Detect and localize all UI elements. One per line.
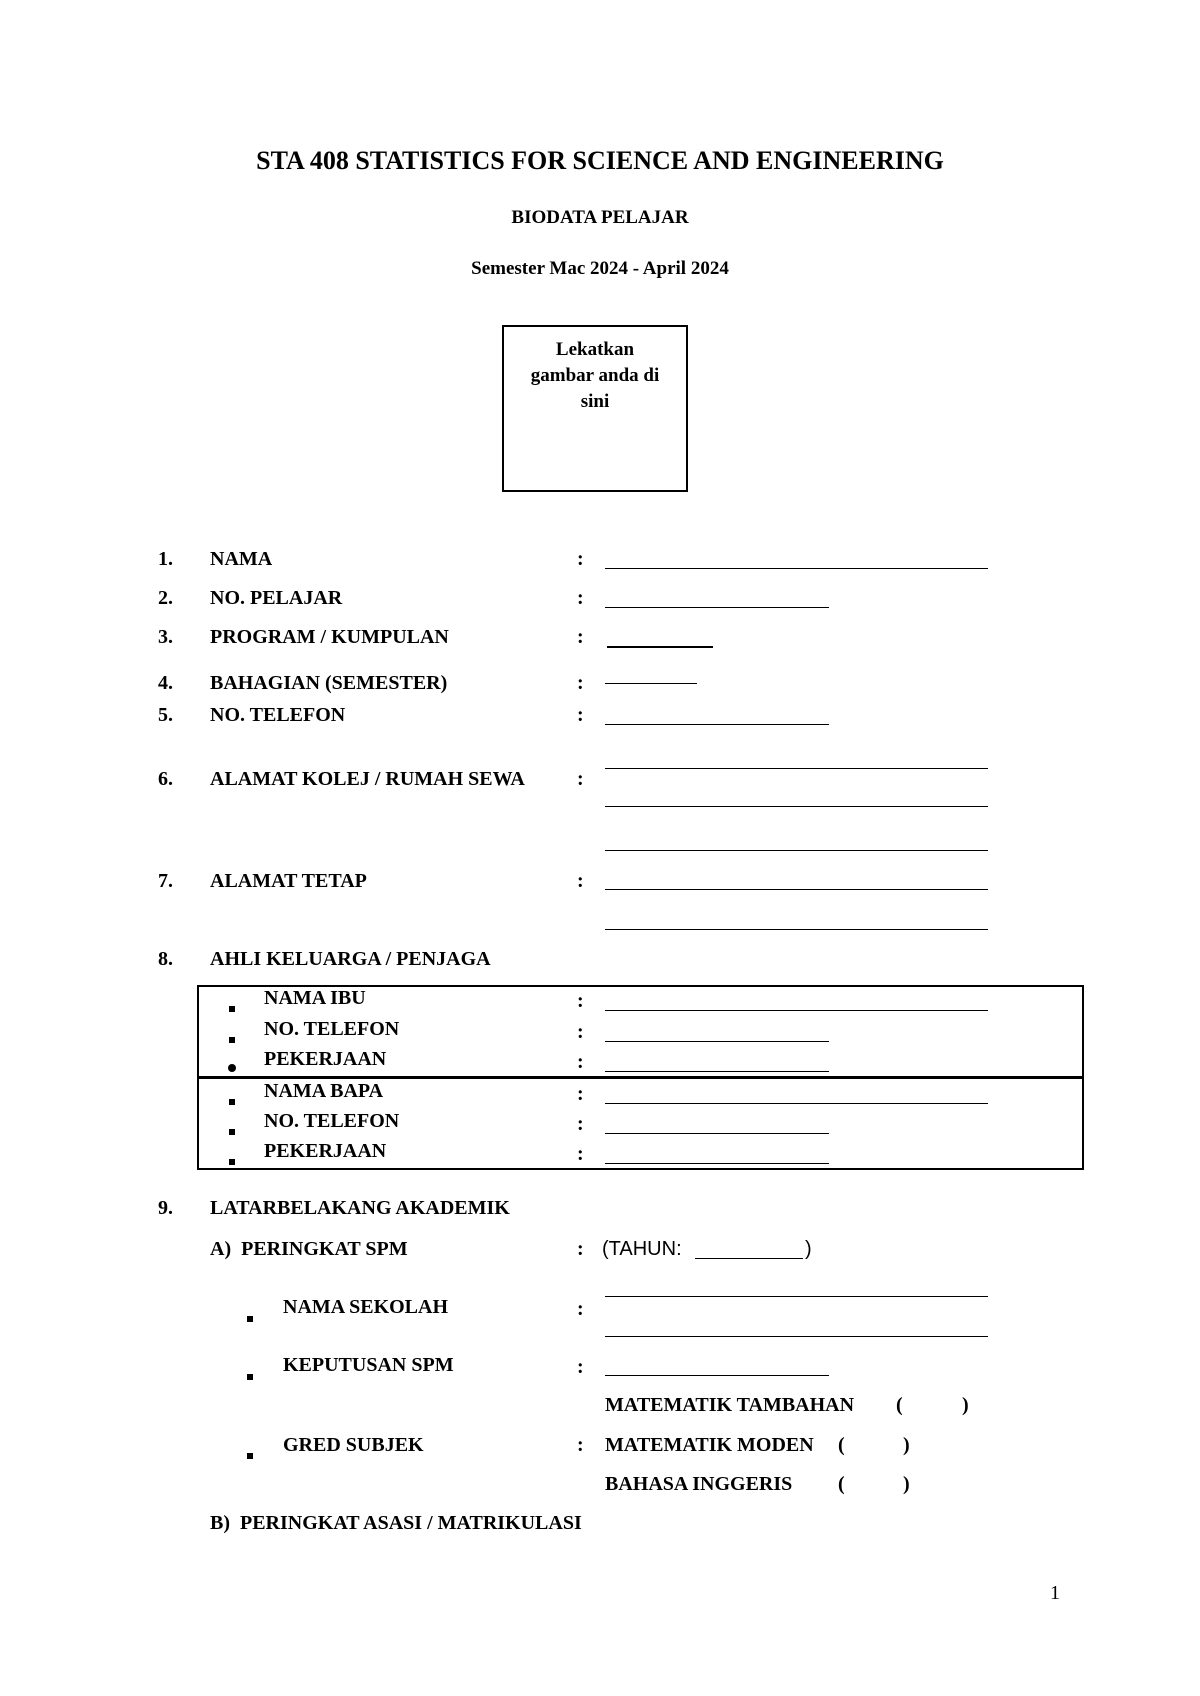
phone-input-line[interactable] xyxy=(605,724,829,725)
grade-subject-colon: : xyxy=(577,1434,584,1456)
bullet-square xyxy=(229,1118,235,1141)
college-address-line-3[interactable] xyxy=(605,850,988,851)
spm-result-colon: : xyxy=(577,1356,584,1378)
school-name-colon: : xyxy=(577,1298,584,1320)
father-name-colon: : xyxy=(577,1083,584,1105)
spm-year-close: ) xyxy=(805,1238,812,1260)
bullet-square xyxy=(247,1363,253,1386)
modern-math-paren-close: ) xyxy=(903,1434,910,1456)
mother-job-label: PEKERJAAN xyxy=(264,1048,387,1070)
add-math-paren-close: ) xyxy=(962,1394,969,1416)
field-4-colon: : xyxy=(577,672,584,694)
father-name-label: NAMA BAPA xyxy=(264,1080,384,1102)
field-3-label: PROGRAM / KUMPULAN xyxy=(210,626,449,648)
semester-text: Semester Mac 2024 - April 2024 xyxy=(471,258,729,279)
field-6-number: 6. xyxy=(158,768,173,790)
mother-name-input-line[interactable] xyxy=(605,1010,988,1011)
photo-box-line3: sini xyxy=(580,391,610,412)
spm-result-input-line[interactable] xyxy=(605,1375,829,1376)
asasi-section-label: B) PERINGKAT ASASI / MATRIKULASI xyxy=(210,1512,582,1534)
field-9-label: LATARBELAKANG AKADEMIK xyxy=(210,1197,510,1219)
bullet-square xyxy=(229,1026,235,1049)
field-9-number: 9. xyxy=(158,1197,173,1219)
mother-name-colon: : xyxy=(577,990,584,1012)
field-1-label: NAMA xyxy=(210,548,273,570)
school-name-line-1[interactable] xyxy=(605,1296,988,1297)
field-8-label: AHLI KELUARGA / PENJAGA xyxy=(210,948,491,970)
mother-phone-label: NO. TELEFON xyxy=(264,1018,400,1040)
field-2-label: NO. PELAJAR xyxy=(210,587,343,609)
father-phone-input-line[interactable] xyxy=(605,1133,829,1134)
mother-job-input-line[interactable] xyxy=(605,1071,829,1072)
photo-box-line2: gambar anda di xyxy=(530,365,660,386)
subject-english-label: BAHASA INGGERIS xyxy=(605,1473,793,1495)
field-5-colon: : xyxy=(577,704,584,726)
program-input-line[interactable] xyxy=(607,646,713,648)
spm-colon: : xyxy=(577,1238,584,1260)
father-job-input-line[interactable] xyxy=(605,1163,829,1164)
add-math-paren-open: ( xyxy=(896,1394,903,1416)
english-paren-open: ( xyxy=(838,1473,845,1495)
field-7-label: ALAMAT TETAP xyxy=(210,870,367,892)
field-4-number: 4. xyxy=(158,672,173,694)
spm-year-open: (TAHUN: xyxy=(602,1238,682,1260)
father-job-colon: : xyxy=(577,1143,584,1165)
field-5-label: NO. TELEFON xyxy=(210,704,346,726)
grade-subject-label: GRED SUBJEK xyxy=(283,1434,424,1456)
college-address-line-1[interactable] xyxy=(605,768,988,769)
college-address-line-2[interactable] xyxy=(605,806,988,807)
field-1-number: 1. xyxy=(158,548,173,570)
mother-job-colon: : xyxy=(577,1051,584,1073)
bullet-square xyxy=(247,1305,253,1328)
photo-box-line1: Lekatkan xyxy=(555,339,635,360)
student-no-input-line[interactable] xyxy=(605,607,829,608)
spm-result-label: KEPUTUSAN SPM xyxy=(283,1354,454,1376)
modern-math-paren-open: ( xyxy=(838,1434,845,1456)
field-8-number: 8. xyxy=(158,948,173,970)
father-phone-label: NO. TELEFON xyxy=(264,1110,400,1132)
school-name-line-2[interactable] xyxy=(605,1336,988,1337)
part-input-line[interactable] xyxy=(605,683,697,684)
bullet-square xyxy=(229,1148,235,1171)
field-6-label: ALAMAT KOLEJ / RUMAH SEWA xyxy=(210,768,525,790)
field-2-colon: : xyxy=(577,587,584,609)
subject-add-math-label: MATEMATIK TAMBAHAN xyxy=(605,1394,855,1416)
english-paren-close: ) xyxy=(903,1473,910,1495)
spm-section-label: A) PERINGKAT SPM xyxy=(210,1238,408,1260)
father-name-input-line[interactable] xyxy=(605,1103,988,1104)
page-number: 1 xyxy=(1050,1582,1060,1604)
bullet-square xyxy=(229,995,235,1018)
mother-phone-colon: : xyxy=(577,1021,584,1043)
bullet-square xyxy=(229,1088,235,1111)
field-6-colon: : xyxy=(577,768,584,790)
field-3-number: 3. xyxy=(158,626,173,648)
subject-modern-math-label: MATEMATIK MODEN xyxy=(605,1434,814,1456)
document-subtitle: BIODATA PELAJAR xyxy=(511,207,689,228)
field-2-number: 2. xyxy=(158,587,173,609)
name-input-line[interactable] xyxy=(605,568,988,569)
field-4-label: BAHAGIAN (SEMESTER) xyxy=(210,672,448,694)
photo-box[interactable] xyxy=(502,325,688,492)
mother-phone-input-line[interactable] xyxy=(605,1041,829,1042)
field-7-colon: : xyxy=(577,870,584,892)
field-3-colon: : xyxy=(577,626,584,648)
bullet-square xyxy=(247,1442,253,1465)
field-7-number: 7. xyxy=(158,870,173,892)
father-job-label: PEKERJAAN xyxy=(264,1140,387,1162)
mother-name-label: NAMA IBU xyxy=(264,987,366,1009)
document-title: STA 408 STATISTICS FOR SCIENCE AND ENGINEERING xyxy=(256,146,944,175)
spm-year-input-line[interactable] xyxy=(695,1258,803,1259)
field-1-colon: : xyxy=(577,548,584,570)
school-name-label: NAMA SEKOLAH xyxy=(283,1296,449,1318)
field-5-number: 5. xyxy=(158,704,173,726)
permanent-address-line-2[interactable] xyxy=(605,929,988,930)
father-phone-colon: : xyxy=(577,1113,584,1135)
bullet-dot xyxy=(228,1055,236,1078)
permanent-address-line-1[interactable] xyxy=(605,889,988,890)
